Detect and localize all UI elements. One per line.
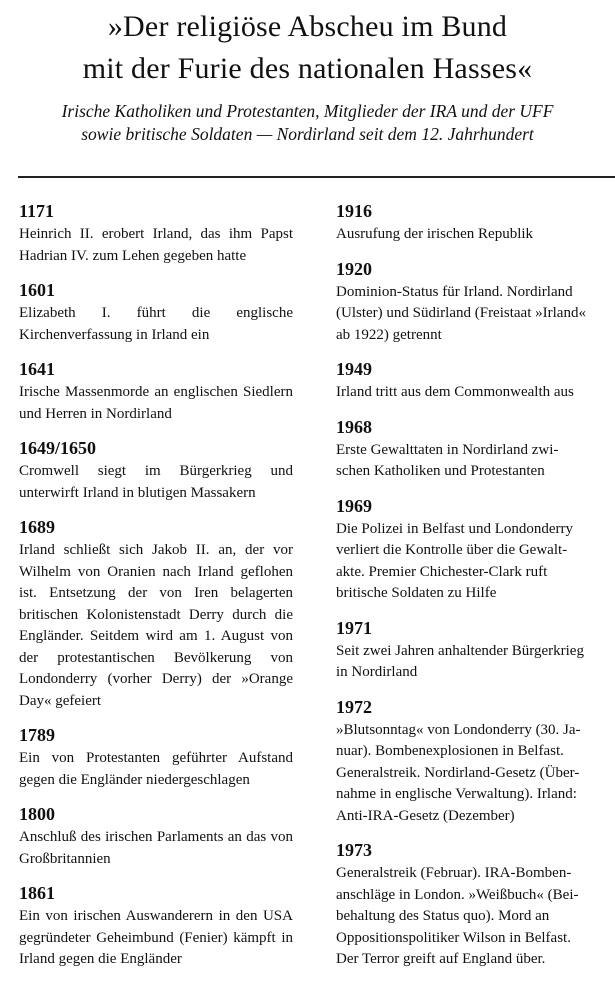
entry-line: Dominion-Status für Irland. Nordirland	[336, 283, 573, 300]
entry-line: behaltung des Status quo). Mord an	[336, 908, 550, 924]
entry-line: britische Soldaten zu Hilfe	[336, 585, 497, 601]
entry-year: 1969	[336, 495, 372, 516]
entry-year: 1973	[336, 840, 372, 860]
entry-line: in Nordirland	[336, 664, 418, 680]
entry-line: anschläge in London. »Weißbuch« (Bei-	[336, 886, 579, 903]
header-divider	[18, 176, 615, 178]
timeline-entry	[19, 279, 293, 346]
entry-line: Anti-IRA-Gesetz (Dezember)	[336, 807, 515, 824]
entry-text	[336, 224, 615, 246]
timeline-right-column	[336, 200, 615, 983]
entry-text: Ein von irischen Auswanderern in den USA gegründeter Geheimbund (Fenier) kämpft in Irland gegen die Engländer	[19, 908, 293, 967]
timeline-entry	[19, 358, 293, 425]
entry-year: 1789	[19, 725, 55, 745]
entry-year: 1601	[19, 280, 55, 300]
entry-text	[336, 519, 615, 605]
entry-line: nuar). Bombenexplosionen in Belfast.	[336, 743, 564, 759]
entry-line: Oppositionspolitiker Wilson in Belfast.	[336, 929, 571, 946]
entry-year: 1968	[336, 416, 372, 437]
entry-year: 1861	[19, 883, 55, 903]
entry-year: 1972	[336, 696, 372, 717]
entry-year: 1971	[336, 617, 372, 638]
timeline-entry	[336, 495, 615, 605]
entry-line: »Blutsonntag« von Londonderry (30. Ja-	[336, 721, 581, 738]
entry-text	[336, 382, 615, 404]
subtitle-line-2: sowie britische Soldaten — Nordirland seit dem 12. Jahrhundert	[81, 124, 534, 144]
timeline-entry	[19, 724, 293, 791]
entry-text	[336, 641, 615, 684]
entry-line: Irland tritt aus dem Commonwealth aus	[336, 384, 574, 400]
entry-text	[336, 440, 615, 483]
entry-year: 1949	[336, 359, 372, 379]
entry-text: Cromwell siegt im Bürgerkrieg und unterwirft Irland in blutigen Massakern	[19, 463, 293, 501]
entry-line: schen Katholiken und Protestanten	[336, 463, 545, 479]
entry-line: Generalstreik. Nordirland-Gesetz (Über-	[336, 764, 580, 781]
title-line-2: mit der Furie des nationalen Hasses«	[82, 52, 533, 85]
entry-line: Seit zwei Jahren anhaltender Bürgerkrieg	[336, 642, 584, 659]
page-subtitle	[0, 100, 615, 146]
timeline-entry	[336, 258, 615, 347]
entry-text: Irland schließt sich Jakob II. an, der vor Wilhelm von Oranien nach Irland geflohen ist. Entsetzung der von Iren belagerten britischen Kolonistenstadt Derry durch die Engländer. Seitdem wird am 1. August von der protestantischen Bevölkerung von Londonderry (vorher Derry) der »Orange Day« gefeiert	[19, 542, 293, 709]
entry-line: Ausrufung der irischen Republik	[336, 226, 534, 242]
entry-text: Irische Massenmorde an englischen Siedlern und Herren in Nordirland	[19, 384, 293, 422]
entry-year: 1641	[19, 359, 55, 379]
entry-line: akte. Premier Chichester-Clark ruft	[336, 563, 548, 580]
entry-text	[336, 282, 615, 347]
timeline-entry	[336, 358, 615, 404]
timeline-entry	[19, 882, 293, 971]
entry-year: 1920	[336, 258, 372, 279]
entry-line: (Ulster) und Südirland (Freistaat »Irland«	[336, 305, 586, 321]
entry-line: ab 1922) getrennt	[336, 326, 442, 343]
timeline-entry	[19, 200, 293, 267]
entry-year: 1916	[336, 201, 372, 221]
entry-line: Erste Gewalttaten in Nordirland zwi-	[336, 441, 559, 458]
entry-line: Die Polizei in Belfast und Londonderry	[336, 520, 574, 537]
entry-year: 1171	[19, 201, 55, 221]
timeline-entry	[19, 437, 293, 504]
timeline-entry	[336, 416, 615, 483]
timeline-entry	[336, 200, 615, 246]
timeline-entry	[336, 696, 615, 828]
entry-text	[336, 720, 615, 828]
page-title	[0, 6, 615, 90]
subtitle-line-1: Irische Katholiken und Protestanten, Mitglieder der IRA und der UFF	[61, 101, 554, 121]
entry-year: 1689	[19, 517, 55, 537]
entry-line: nahme in englische Verwaltung). Irland:	[336, 786, 577, 802]
timeline-left-column	[19, 200, 293, 983]
entry-line: Generalstreik (Februar). IRA-Bomben-	[336, 865, 572, 881]
entry-year: 1649/1650	[19, 438, 97, 458]
entry-text: Heinrich II. erobert Irland, das ihm Papst Hadrian IV. zum Lehen gegeben hatte	[19, 226, 293, 264]
entry-line: verliert die Kontrolle über die Gewalt-	[336, 542, 568, 558]
timeline-entry	[19, 516, 293, 712]
timeline-entry	[336, 839, 615, 971]
entry-text	[336, 863, 615, 971]
timeline-entry	[336, 617, 615, 684]
entry-year: 1800	[19, 804, 55, 824]
entry-text: Anschluß des irischen Parlaments an das von Großbritannien	[19, 829, 293, 867]
entry-text: Ein von Protestanten geführter Aufstand gegen die Engländer niedergeschlagen	[19, 750, 293, 788]
title-line-1: »Der religiöse Abscheu im Bund	[107, 10, 508, 43]
entry-text: Elizabeth I. führt die englische Kirchenverfassung in Irland ein	[19, 305, 293, 343]
entry-line: Der Terror greift auf England über.	[336, 951, 546, 967]
timeline-entry	[19, 803, 293, 870]
